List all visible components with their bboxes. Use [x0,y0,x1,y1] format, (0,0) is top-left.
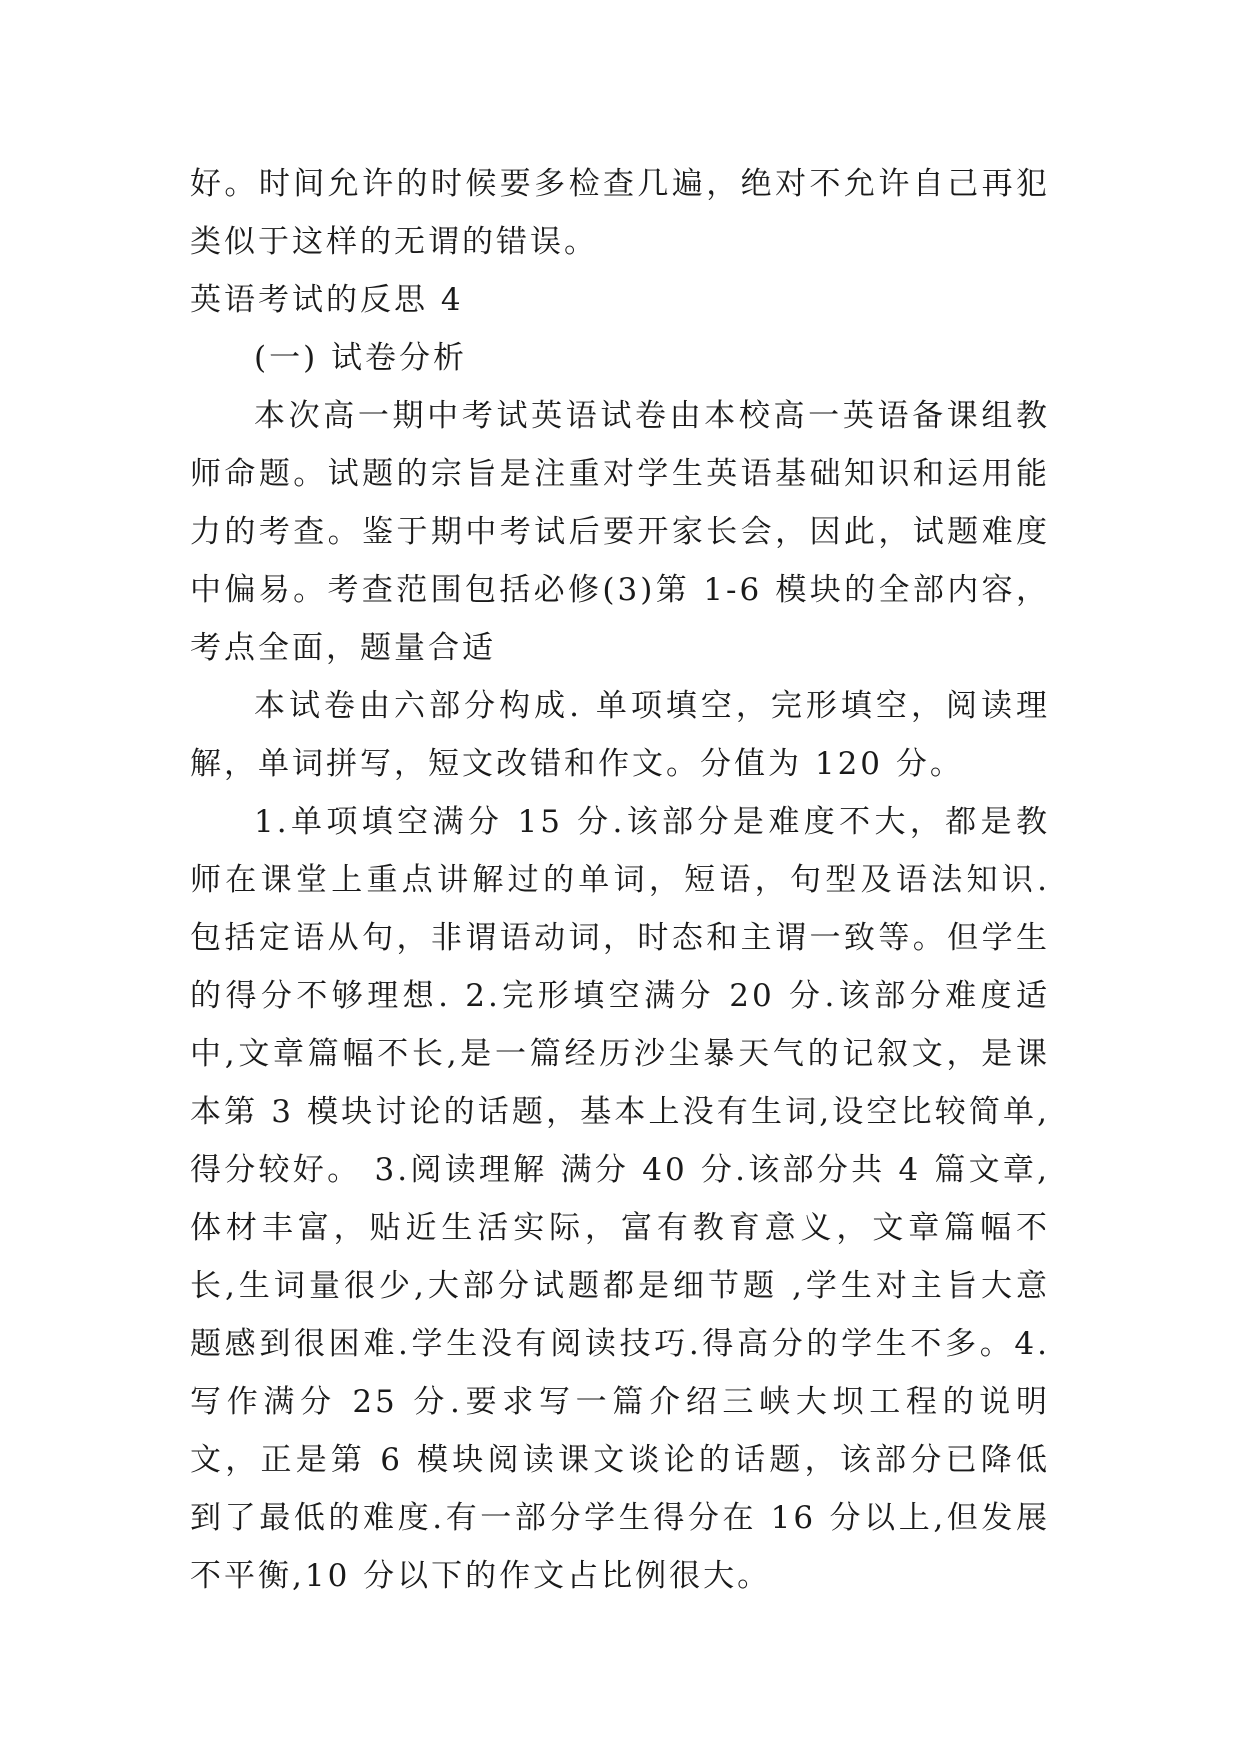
subheading: (一) 试卷分析 [254,340,468,376]
document-body [190,155,1050,1605]
paragraph-section-analysis: 1.单项填空满分 15 分.该部分是难度不大，都是教师在课堂上重点讲解过的单词，短语，句型及语法知识.包括定语从句，非谓语动词，时态和主谓一致等。但学生的得分不够理想. 2.完形填空满分 20 分.该部分难度适中,文章篇幅不长,是一篇经历沙尘暴天气的记叙文，是课本第 3 模块讨论的话题，基本上没有生词,设空比较简单,得分较好。 3.阅读理解 满分 40 分.该部分共 4 篇文章,体材丰富，贴近生活实际，富有教育意义，文章篇幅不长,生词量很少,大部分试题都是细节题 ,学生对主旨大意题感到很困难.学生没有阅读技巧.得高分的学生不多。4.写作满分 25 分.要求写一篇介绍三峡大坝工程的说明文，正是第 6 模块阅读课文谈论的话题，该部分已降低到了最低的难度.有一部分学生得分在 16 分以上,但发展不平衡,10 分以下的作文占比例很大。 [190,804,1050,1594]
section-title: 英语考试的反思 4 [190,282,464,318]
paragraph-exam-overview: 本次高一期中考试英语试卷由本校高一英语备课组教师命题。试题的宗旨是注重对学生英语基础知识和运用能力的考查。鉴于期中考试后要开家长会，因此，试题难度中偏易。考查范围包括必修(3)第 1-6 模块的全部内容，考点全面，题量合适 [190,398,1050,666]
continuation-paragraph: 好。时间允许的时候要多检查几遍，绝对不允许自己再犯类似于这样的无谓的错误。 [190,166,1050,260]
paragraph-exam-structure: 本试卷由六部分构成. 单项填空，完形填空，阅读理解，单词拼写，短文改错和作文。分值为 120 分。 [190,688,1050,782]
